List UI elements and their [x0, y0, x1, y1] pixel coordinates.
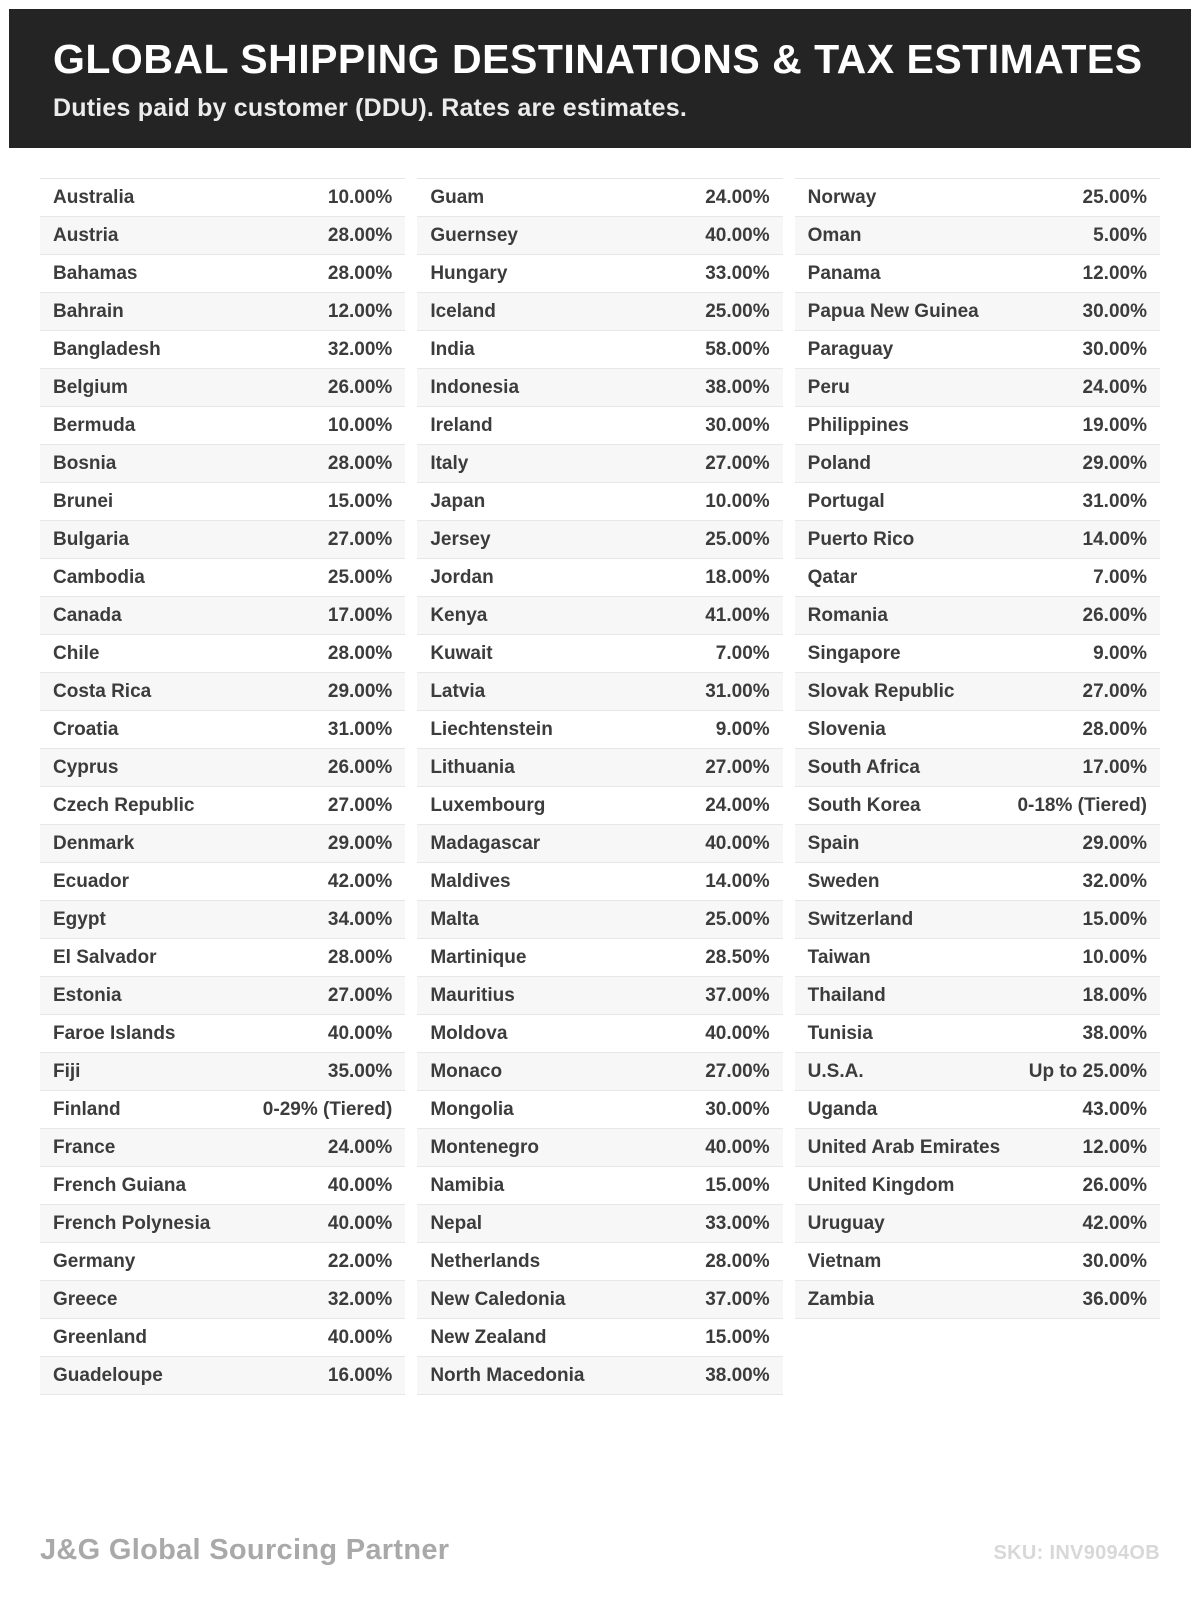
country-name: Peru — [807, 376, 850, 398]
table-row — [417, 255, 782, 293]
table-row — [417, 1167, 782, 1205]
country-name: Kuwait — [430, 642, 493, 664]
tax-rate: 25.00% — [1082, 186, 1147, 208]
table-row — [795, 1243, 1160, 1281]
table-row — [795, 863, 1160, 901]
tax-rate: 43.00% — [1082, 1098, 1147, 1120]
tax-rate: 0-18% (Tiered) — [1017, 794, 1147, 816]
table-row — [417, 787, 782, 825]
country-name: Moldova — [430, 1022, 508, 1044]
table-row — [417, 825, 782, 863]
table-row — [40, 673, 405, 711]
table-row — [417, 179, 782, 217]
table-row — [417, 1357, 782, 1395]
table-row — [417, 483, 782, 521]
tax-rate: 38.00% — [705, 1364, 770, 1386]
country-name: Maldives — [430, 870, 511, 892]
tax-rate: 42.00% — [1082, 1212, 1147, 1234]
country-name: Germany — [53, 1250, 136, 1272]
country-name: Egypt — [53, 908, 106, 930]
tax-rate: 35.00% — [327, 1060, 393, 1082]
country-name: Latvia — [430, 680, 486, 702]
country-name: Kenya — [430, 604, 488, 626]
country-name: Denmark — [53, 832, 135, 854]
country-name: Vietnam — [807, 1250, 882, 1272]
table-row — [795, 179, 1160, 217]
tax-rate: 24.00% — [705, 794, 770, 816]
table-row — [417, 597, 782, 635]
tax-table — [0, 148, 1200, 1395]
table-row — [40, 901, 405, 939]
tax-rate: 18.00% — [1082, 984, 1147, 1006]
table-row — [417, 901, 782, 939]
country-name: Croatia — [53, 718, 119, 740]
tax-rate: 14.00% — [1082, 528, 1147, 550]
country-name: Romania — [807, 604, 888, 626]
table-row — [40, 1243, 405, 1281]
tax-rate: 9.00% — [1093, 642, 1147, 664]
country-name: France — [53, 1136, 116, 1158]
country-name: Oman — [807, 224, 862, 246]
tax-rate: 29.00% — [327, 680, 393, 702]
table-row — [417, 863, 782, 901]
table-row — [40, 445, 405, 483]
tax-rate: 36.00% — [1082, 1288, 1147, 1310]
tax-rate: 40.00% — [705, 224, 770, 246]
country-name: New Zealand — [430, 1326, 547, 1348]
table-row — [417, 445, 782, 483]
tax-rate: 29.00% — [327, 832, 393, 854]
tax-rate: 30.00% — [705, 1098, 770, 1120]
country-name: Ecuador — [53, 870, 130, 892]
country-name: Ireland — [430, 414, 493, 436]
table-row — [795, 749, 1160, 787]
country-name: Sweden — [807, 870, 880, 892]
tax-rate: 15.00% — [1082, 908, 1147, 930]
country-name: Iceland — [430, 300, 496, 322]
country-name: Nepal — [430, 1212, 483, 1234]
country-name: South Africa — [807, 756, 920, 778]
table-row — [795, 1129, 1160, 1167]
tax-rate: 24.00% — [1082, 376, 1147, 398]
table-row — [40, 1205, 405, 1243]
country-name: Madagascar — [430, 832, 541, 854]
tax-rate: 14.00% — [705, 870, 770, 892]
tax-rate: 28.00% — [705, 1250, 770, 1272]
tax-rate: 26.00% — [327, 756, 393, 778]
tax-rate: 27.00% — [327, 794, 393, 816]
country-name: Namibia — [430, 1174, 505, 1196]
table-row — [40, 825, 405, 863]
tax-rate: 32.00% — [327, 1288, 393, 1310]
country-name: Mauritius — [430, 984, 515, 1006]
tax-rate: 12.00% — [1082, 1136, 1147, 1158]
page-footer — [40, 1534, 1160, 1567]
country-name: Greenland — [53, 1326, 147, 1348]
tax-rate: 7.00% — [715, 642, 770, 664]
tax-rate: 28.50% — [705, 946, 770, 968]
tax-rate: 42.00% — [327, 870, 393, 892]
brand-name: J&G Global Sourcing Partner — [40, 1534, 450, 1566]
country-name: Switzerland — [807, 908, 914, 930]
table-row — [417, 1205, 782, 1243]
tax-rate: 28.00% — [327, 642, 393, 664]
country-name: Portugal — [807, 490, 885, 512]
table-row — [40, 1357, 405, 1395]
tax-rate: 28.00% — [327, 224, 393, 246]
country-name: Slovenia — [807, 718, 886, 740]
tax-rate: 32.00% — [327, 338, 393, 360]
table-row — [40, 1091, 405, 1129]
country-name: Bermuda — [53, 414, 136, 436]
table-row — [795, 939, 1160, 977]
tax-rate: 12.00% — [327, 300, 393, 322]
country-name: New Caledonia — [430, 1288, 566, 1310]
tax-rate: 0-29% (Tiered) — [262, 1098, 393, 1120]
table-row — [795, 901, 1160, 939]
country-name: Brunei — [53, 490, 114, 512]
table-row — [417, 939, 782, 977]
country-name: Montenegro — [430, 1136, 540, 1158]
table-row — [795, 331, 1160, 369]
country-name: Bulgaria — [53, 528, 130, 550]
table-row — [795, 1015, 1160, 1053]
table-row — [417, 1053, 782, 1091]
tax-rate: 40.00% — [705, 832, 770, 854]
country-name: Lithuania — [430, 756, 515, 778]
table-row — [40, 293, 405, 331]
table-column-1 — [40, 178, 405, 1395]
country-name: Belgium — [53, 376, 128, 398]
table-row — [795, 1167, 1160, 1205]
tax-rate: 27.00% — [705, 1060, 770, 1082]
table-row — [40, 635, 405, 673]
country-name: Bosnia — [53, 452, 117, 474]
tax-rate: 31.00% — [327, 718, 393, 740]
tax-rate: 30.00% — [1082, 338, 1147, 360]
table-row — [795, 1091, 1160, 1129]
table-row — [40, 711, 405, 749]
tax-rate: 40.00% — [705, 1022, 770, 1044]
tax-rate: 26.00% — [1082, 604, 1147, 626]
table-row — [417, 673, 782, 711]
tax-rate: 5.00% — [1093, 224, 1147, 246]
table-row — [417, 1015, 782, 1053]
table-row — [40, 939, 405, 977]
table-row — [40, 1167, 405, 1205]
tax-rate: 37.00% — [705, 1288, 770, 1310]
tax-rate: 27.00% — [327, 528, 393, 550]
country-name: Greece — [53, 1288, 118, 1310]
table-row — [417, 331, 782, 369]
country-name: Liechtenstein — [430, 718, 553, 740]
tax-rate: 27.00% — [1082, 680, 1147, 702]
country-name: United Arab Emirates — [807, 1136, 1001, 1158]
country-name: Cambodia — [53, 566, 145, 588]
table-row — [417, 749, 782, 787]
country-name: Hungary — [430, 262, 508, 284]
page-title: GLOBAL SHIPPING DESTINATIONS & TAX ESTIMATES — [53, 36, 1143, 82]
tax-rate: 25.00% — [705, 528, 770, 550]
table-row — [417, 559, 782, 597]
country-name: Italy — [430, 452, 469, 474]
tax-rate: 41.00% — [705, 604, 770, 626]
table-row — [40, 597, 405, 635]
table-column-3 — [795, 178, 1160, 1319]
table-row — [417, 1091, 782, 1129]
country-name: Tunisia — [807, 1022, 873, 1044]
country-name: Bahamas — [53, 262, 138, 284]
country-name: Estonia — [53, 984, 122, 1006]
table-row — [40, 1281, 405, 1319]
tax-rate: 31.00% — [705, 680, 770, 702]
table-row — [40, 787, 405, 825]
table-row — [40, 521, 405, 559]
country-name: El Salvador — [53, 946, 157, 968]
table-row — [417, 369, 782, 407]
country-name: Poland — [807, 452, 871, 474]
country-name: Czech Republic — [53, 794, 195, 816]
table-row — [417, 1243, 782, 1281]
country-name: Paraguay — [807, 338, 894, 360]
tax-rate: 10.00% — [1082, 946, 1147, 968]
tax-rate: 15.00% — [327, 490, 393, 512]
table-row — [417, 1281, 782, 1319]
tax-rate: 40.00% — [327, 1212, 393, 1234]
table-row — [795, 217, 1160, 255]
tax-rate: 9.00% — [715, 718, 770, 740]
table-row — [40, 1129, 405, 1167]
table-row — [795, 1205, 1160, 1243]
country-name: Malta — [430, 908, 479, 930]
table-row — [40, 1015, 405, 1053]
country-name: Netherlands — [430, 1250, 541, 1272]
country-name: Puerto Rico — [807, 528, 915, 550]
table-row — [795, 521, 1160, 559]
country-name: Costa Rica — [53, 680, 152, 702]
sku-label: SKU: INV9094OB — [993, 1542, 1160, 1564]
tax-rate: 27.00% — [327, 984, 393, 1006]
tax-rate: 32.00% — [1082, 870, 1147, 892]
country-name: Luxembourg — [430, 794, 546, 816]
tax-rate: Up to 25.00% — [1028, 1060, 1147, 1082]
tax-rate: 10.00% — [327, 414, 393, 436]
country-name: Finland — [53, 1098, 121, 1120]
tax-rate: 29.00% — [1082, 832, 1147, 854]
tax-rate: 24.00% — [705, 186, 770, 208]
country-name: Zambia — [807, 1288, 875, 1310]
tax-rate: 40.00% — [327, 1174, 393, 1196]
country-name: Jersey — [430, 528, 491, 550]
tax-rate: 38.00% — [1082, 1022, 1147, 1044]
table-row — [40, 1053, 405, 1091]
table-row — [40, 179, 405, 217]
table-row — [40, 863, 405, 901]
table-row — [795, 445, 1160, 483]
tax-rate: 30.00% — [705, 414, 770, 436]
tax-rate: 15.00% — [705, 1326, 770, 1348]
country-name: Bahrain — [53, 300, 124, 322]
table-row — [795, 559, 1160, 597]
page-subtitle: Duties paid by customer (DDU). Rates are estimates. — [53, 94, 688, 123]
country-name: Jordan — [430, 566, 494, 588]
country-name: Singapore — [807, 642, 901, 664]
tax-rate: 31.00% — [1082, 490, 1147, 512]
table-row — [795, 1053, 1160, 1091]
table-row — [417, 1319, 782, 1357]
tax-rate: 27.00% — [705, 452, 770, 474]
table-row — [40, 255, 405, 293]
country-name: Uruguay — [807, 1212, 885, 1234]
tax-rate: 19.00% — [1082, 414, 1147, 436]
tax-rate: 16.00% — [327, 1364, 393, 1386]
table-row — [795, 255, 1160, 293]
table-row — [40, 559, 405, 597]
country-name: Japan — [430, 490, 486, 512]
country-name: United Kingdom — [807, 1174, 955, 1196]
tax-rate: 38.00% — [705, 376, 770, 398]
tax-rate: 24.00% — [327, 1136, 393, 1158]
table-row — [795, 977, 1160, 1015]
tax-rate: 28.00% — [327, 946, 393, 968]
country-name: Fiji — [53, 1060, 81, 1082]
country-name: Mongolia — [430, 1098, 514, 1120]
table-row — [795, 825, 1160, 863]
table-row — [417, 407, 782, 445]
country-name: Spain — [807, 832, 860, 854]
table-row — [795, 673, 1160, 711]
tax-rate: 40.00% — [327, 1326, 393, 1348]
country-name: Uganda — [807, 1098, 878, 1120]
tax-rate: 26.00% — [327, 376, 393, 398]
tax-rate: 15.00% — [705, 1174, 770, 1196]
table-row — [795, 597, 1160, 635]
country-name: Indonesia — [430, 376, 520, 398]
country-name: Papua New Guinea — [807, 300, 979, 322]
tax-rate: 28.00% — [1082, 718, 1147, 740]
country-name: Slovak Republic — [807, 680, 955, 702]
tax-rate: 40.00% — [327, 1022, 393, 1044]
tax-rate: 7.00% — [1093, 566, 1147, 588]
country-name: French Guiana — [53, 1174, 187, 1196]
table-row — [417, 521, 782, 559]
country-name: South Korea — [807, 794, 921, 816]
table-row — [417, 977, 782, 1015]
tax-rate: 10.00% — [705, 490, 770, 512]
tax-rate: 25.00% — [327, 566, 393, 588]
country-name: Taiwan — [807, 946, 871, 968]
table-row — [40, 977, 405, 1015]
tax-rate: 29.00% — [1082, 452, 1147, 474]
tax-rate: 40.00% — [705, 1136, 770, 1158]
table-row — [40, 483, 405, 521]
country-name: Qatar — [807, 566, 858, 588]
country-name: Guernsey — [430, 224, 518, 246]
country-name: Cyprus — [53, 756, 119, 778]
table-row — [795, 1281, 1160, 1319]
tax-rate: 28.00% — [327, 262, 393, 284]
table-row — [40, 749, 405, 787]
tax-rate: 18.00% — [705, 566, 770, 588]
table-row — [40, 217, 405, 255]
tax-rate: 25.00% — [705, 908, 770, 930]
tax-rate: 26.00% — [1082, 1174, 1147, 1196]
table-row — [795, 483, 1160, 521]
table-row — [417, 635, 782, 673]
table-row — [40, 369, 405, 407]
country-name: Martinique — [430, 946, 527, 968]
country-name: Guam — [430, 186, 485, 208]
tax-rate: 33.00% — [705, 1212, 770, 1234]
tax-rate: 58.00% — [705, 338, 770, 360]
page-header — [9, 9, 1191, 148]
country-name: Canada — [53, 604, 122, 626]
table-row — [795, 407, 1160, 445]
country-name: Thailand — [807, 984, 886, 1006]
tax-rate: 12.00% — [1082, 262, 1147, 284]
table-row — [417, 1129, 782, 1167]
country-name: Norway — [807, 186, 877, 208]
tax-rate: 27.00% — [705, 756, 770, 778]
tax-rate: 10.00% — [327, 186, 393, 208]
table-row — [417, 711, 782, 749]
country-name: U.S.A. — [807, 1060, 864, 1082]
table-row — [40, 1319, 405, 1357]
tax-rate: 17.00% — [1082, 756, 1147, 778]
table-row — [795, 369, 1160, 407]
country-name: Australia — [53, 186, 135, 208]
tax-rate: 25.00% — [705, 300, 770, 322]
country-name: Guadeloupe — [53, 1364, 163, 1386]
country-name: Chile — [53, 642, 100, 664]
table-row — [40, 407, 405, 445]
tax-rate: 17.00% — [327, 604, 393, 626]
country-name: Austria — [53, 224, 119, 246]
country-name: India — [430, 338, 475, 360]
table-row — [795, 635, 1160, 673]
country-name: Bangladesh — [53, 338, 161, 360]
tax-rate: 30.00% — [1082, 1250, 1147, 1272]
table-column-2 — [417, 178, 782, 1395]
country-name: Philippines — [807, 414, 910, 436]
country-name: North Macedonia — [430, 1364, 585, 1386]
tax-rate: 34.00% — [327, 908, 393, 930]
country-name: Monaco — [430, 1060, 503, 1082]
table-row — [40, 331, 405, 369]
table-row — [795, 711, 1160, 749]
table-row — [795, 787, 1160, 825]
tax-rate: 28.00% — [327, 452, 393, 474]
tax-rate: 30.00% — [1082, 300, 1147, 322]
table-row — [795, 293, 1160, 331]
tax-rate: 33.00% — [705, 262, 770, 284]
tax-rate: 22.00% — [327, 1250, 393, 1272]
table-row — [417, 293, 782, 331]
country-name: Faroe Islands — [53, 1022, 176, 1044]
table-row — [417, 217, 782, 255]
tax-rate: 37.00% — [705, 984, 770, 1006]
country-name: French Polynesia — [53, 1212, 211, 1234]
country-name: Panama — [807, 262, 881, 284]
